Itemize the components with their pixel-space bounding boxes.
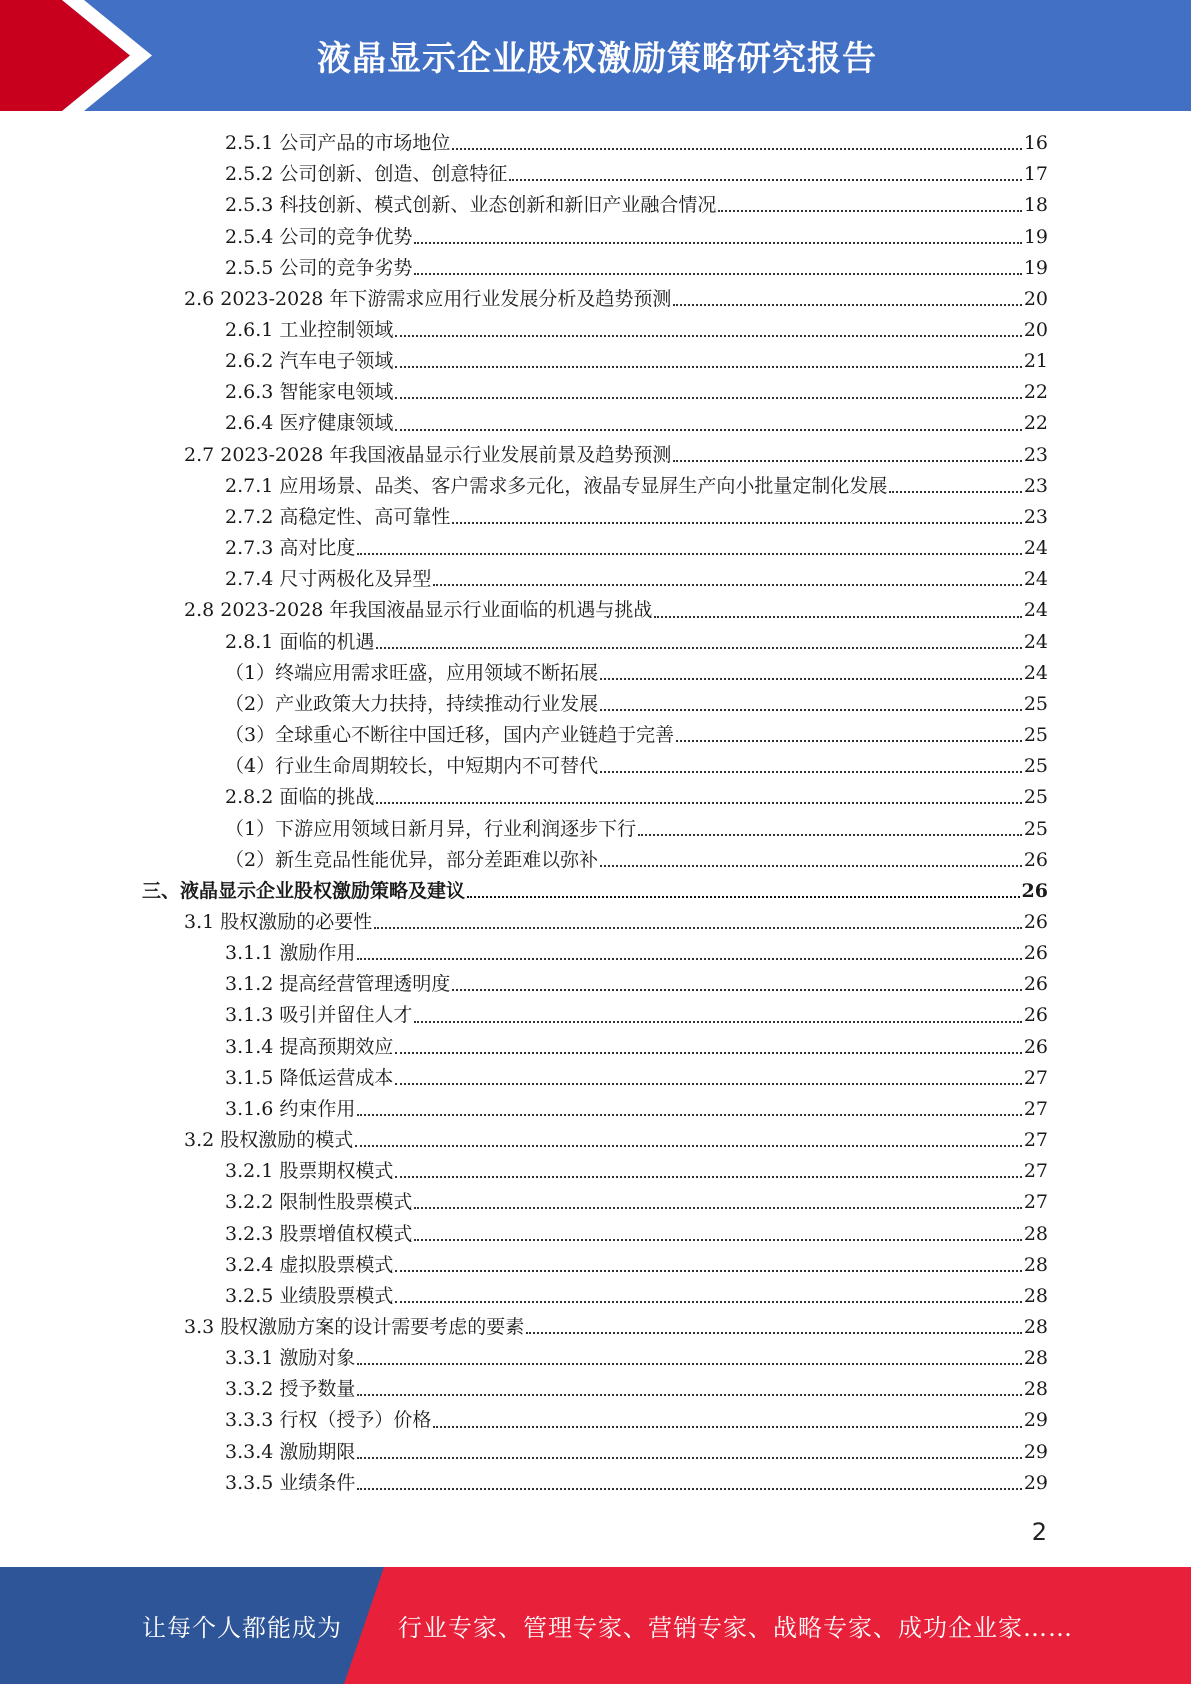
dot-leader bbox=[509, 179, 1021, 181]
toc-entry-label: 3.2.5 业绩股票模式 bbox=[225, 1284, 394, 1307]
toc-entry-page-number: 27 bbox=[1023, 1160, 1048, 1183]
toc-entry[interactable] bbox=[0, 1094, 1191, 1125]
toc-entry-page-number: 26 bbox=[1023, 1004, 1048, 1027]
toc-entry-label: （2）产业政策大力扶持，持续推动行业发展 bbox=[225, 692, 599, 715]
toc-entry[interactable] bbox=[0, 1187, 1191, 1218]
toc-entry-page-number: 26 bbox=[1021, 879, 1048, 902]
toc-entry[interactable] bbox=[0, 751, 1191, 782]
toc-entry-page-number: 22 bbox=[1023, 412, 1048, 435]
toc-entry-page-number: 26 bbox=[1023, 942, 1048, 965]
toc-entry-label: 3.1 股权激励的必要性 bbox=[184, 910, 373, 933]
toc-entry[interactable] bbox=[0, 1437, 1191, 1468]
toc-entry-page-number: 28 bbox=[1023, 1222, 1048, 1245]
dot-leader bbox=[357, 1488, 1021, 1490]
toc-entry-page-number: 27 bbox=[1023, 1191, 1048, 1214]
toc-entry-label: 2.5.1 公司产品的市场地位 bbox=[225, 132, 451, 155]
dot-leader bbox=[357, 958, 1021, 960]
toc-entry[interactable] bbox=[0, 845, 1191, 876]
dot-leader bbox=[395, 1270, 1021, 1272]
toc-entry-label: （1）终端应用需求旺盛，应用领域不断拓展 bbox=[225, 661, 599, 684]
toc-entry-page-number: 19 bbox=[1023, 256, 1048, 279]
toc-entry-page-number: 19 bbox=[1023, 225, 1048, 248]
toc-entry-page-number: 27 bbox=[1023, 1066, 1048, 1089]
toc-entry-page-number: 26 bbox=[1023, 910, 1048, 933]
toc-entry[interactable] bbox=[0, 907, 1191, 938]
dot-leader bbox=[676, 740, 1022, 742]
toc-entry-label: （3）全球重心不断往中国迁移，国内产业链趋于完善 bbox=[225, 724, 675, 747]
dot-leader bbox=[673, 460, 1021, 462]
dot-leader bbox=[414, 1239, 1021, 1241]
toc-entry-label: 2.7.4 尺寸两极化及异型 bbox=[225, 568, 432, 591]
toc-entry-page-number: 24 bbox=[1023, 599, 1048, 622]
dot-leader bbox=[414, 242, 1021, 244]
toc-entry-page-number: 27 bbox=[1023, 1129, 1048, 1152]
toc-entry-page-number: 26 bbox=[1023, 973, 1048, 996]
toc-entry-label: 3.1.6 约束作用 bbox=[225, 1097, 356, 1120]
toc-entry-label: 2.8.2 面临的挑战 bbox=[225, 786, 375, 809]
toc-entry[interactable] bbox=[0, 969, 1191, 1000]
dot-leader bbox=[395, 397, 1021, 399]
toc-entry-label: 2.6.1 工业控制领域 bbox=[225, 319, 394, 342]
dot-leader bbox=[452, 148, 1021, 150]
dot-leader bbox=[433, 584, 1021, 586]
toc-entry-label: 2.6 2023-2028 年下游需求应用行业发展分析及趋势预测 bbox=[184, 287, 672, 310]
toc-entry-page-number: 27 bbox=[1023, 1097, 1048, 1120]
footer-banner bbox=[0, 1567, 1191, 1684]
toc-entry[interactable] bbox=[0, 408, 1191, 439]
toc-entry-label: 2.7 2023-2028 年我国液晶显示行业发展前景及趋势预测 bbox=[184, 443, 672, 466]
toc-entry[interactable] bbox=[0, 440, 1191, 471]
dot-leader bbox=[357, 1114, 1021, 1116]
toc-entry[interactable] bbox=[0, 1281, 1191, 1312]
toc-entry-label: 3.1.4 提高预期效应 bbox=[225, 1035, 394, 1058]
toc-entry[interactable] bbox=[0, 190, 1191, 221]
toc-entry-page-number: 24 bbox=[1023, 661, 1048, 684]
toc-entry-page-number: 24 bbox=[1023, 537, 1048, 560]
toc-entry-page-number: 25 bbox=[1023, 755, 1048, 778]
dot-leader bbox=[718, 210, 1021, 212]
toc-entry-label: 3.1.2 提高经营管理透明度 bbox=[225, 973, 451, 996]
toc-entry-page-number: 29 bbox=[1023, 1440, 1048, 1463]
dot-leader bbox=[452, 522, 1021, 524]
dot-leader bbox=[654, 616, 1021, 618]
toc-entry-page-number: 23 bbox=[1023, 443, 1048, 466]
toc-entry-page-number: 29 bbox=[1023, 1471, 1048, 1494]
toc-entry-label: 2.8 2023-2028 年我国液晶显示行业面临的机遇与挑战 bbox=[184, 599, 653, 622]
report-title: 液晶显示企业股权激励策略研究报告 bbox=[317, 39, 877, 79]
toc-entry[interactable] bbox=[0, 876, 1191, 907]
toc-entry-page-number: 17 bbox=[1023, 163, 1048, 186]
toc-entry-label: 2.6.4 医疗健康领域 bbox=[225, 412, 394, 435]
toc-entry-label: 3.3.2 授予数量 bbox=[225, 1378, 356, 1401]
toc-entry-label: 3.2 股权激励的模式 bbox=[184, 1129, 354, 1152]
toc-entry-label: 3.1.3 吸引并留住人才 bbox=[225, 1004, 413, 1027]
toc-entry-label: 3.3.5 业绩条件 bbox=[225, 1471, 356, 1494]
toc-entry[interactable] bbox=[0, 938, 1191, 969]
toc-entry-page-number: 28 bbox=[1023, 1284, 1048, 1307]
toc-entry-page-number: 28 bbox=[1023, 1253, 1048, 1276]
toc-entry[interactable] bbox=[0, 1250, 1191, 1281]
toc-entry-label: 3.2.4 虚拟股票模式 bbox=[225, 1253, 394, 1276]
header-banner bbox=[0, 0, 1191, 111]
toc-entry[interactable] bbox=[0, 813, 1191, 844]
footer-slogan-left: 让每个人都能成为 bbox=[142, 1614, 342, 1642]
toc-entry-label: 3.2.1 股票期权模式 bbox=[225, 1160, 394, 1183]
toc-entry-page-number: 24 bbox=[1023, 568, 1048, 591]
toc-entry[interactable] bbox=[0, 284, 1191, 315]
toc-entry-page-number: 20 bbox=[1023, 287, 1048, 310]
toc-entry[interactable] bbox=[0, 1063, 1191, 1094]
toc-entry[interactable] bbox=[0, 315, 1191, 346]
toc-entry[interactable] bbox=[0, 689, 1191, 720]
toc-entry[interactable] bbox=[0, 159, 1191, 190]
toc-entry-page-number: 26 bbox=[1023, 848, 1048, 871]
toc-entry-page-number: 29 bbox=[1023, 1409, 1048, 1432]
dot-leader bbox=[357, 1394, 1021, 1396]
toc-entry-page-number: 28 bbox=[1023, 1347, 1048, 1370]
toc-entry-label: 2.5.4 公司的竞争优势 bbox=[225, 225, 413, 248]
dot-leader bbox=[600, 709, 1022, 711]
toc-entry-page-number: 23 bbox=[1023, 474, 1048, 497]
dot-leader bbox=[600, 678, 1022, 680]
dot-leader bbox=[600, 865, 1022, 867]
dot-leader bbox=[414, 1207, 1021, 1209]
toc-entry[interactable] bbox=[0, 1032, 1191, 1063]
toc-entry-label: （4）行业生命周期较长，中短期内不可替代 bbox=[225, 755, 599, 778]
toc-entry-page-number: 20 bbox=[1023, 319, 1048, 342]
toc-entry[interactable] bbox=[0, 471, 1191, 502]
toc-entry[interactable] bbox=[0, 253, 1191, 284]
table-of-contents bbox=[0, 128, 1191, 1499]
footer-slogan-right: 行业专家、管理专家、营销专家、战略专家、成功企业家…… bbox=[398, 1614, 1073, 1642]
toc-entry-page-number: 18 bbox=[1023, 194, 1048, 217]
toc-entry-label: 2.7.1 应用场景、品类、客户需求多元化，液晶专显屏生产向小批量定制化发展 bbox=[225, 474, 888, 497]
toc-entry-label: 2.5.2 公司创新、创造、创意特征 bbox=[225, 163, 508, 186]
dot-leader bbox=[526, 1332, 1022, 1334]
toc-entry[interactable] bbox=[0, 346, 1191, 377]
dot-leader bbox=[395, 429, 1021, 431]
toc-entry[interactable] bbox=[0, 377, 1191, 408]
toc-entry-page-number: 28 bbox=[1023, 1378, 1048, 1401]
toc-entry-page-number: 24 bbox=[1023, 630, 1048, 653]
toc-entry[interactable] bbox=[0, 1468, 1191, 1499]
toc-entry[interactable] bbox=[0, 564, 1191, 595]
toc-entry[interactable] bbox=[0, 720, 1191, 751]
toc-entry[interactable] bbox=[0, 1156, 1191, 1187]
toc-entry[interactable] bbox=[0, 1343, 1191, 1374]
toc-entry[interactable] bbox=[0, 221, 1191, 252]
toc-entry[interactable] bbox=[0, 1125, 1191, 1156]
toc-entry-page-number: 25 bbox=[1023, 786, 1048, 809]
dot-leader bbox=[414, 273, 1021, 275]
dot-leader bbox=[395, 366, 1021, 368]
dot-leader bbox=[395, 1176, 1021, 1178]
toc-entry-label: 三、液晶显示企业股权激励策略及建议 bbox=[142, 879, 466, 902]
dot-leader bbox=[395, 1052, 1021, 1054]
toc-entry-page-number: 25 bbox=[1023, 817, 1048, 840]
dot-leader bbox=[395, 335, 1021, 337]
toc-entry[interactable] bbox=[0, 1374, 1191, 1405]
toc-entry-page-number: 26 bbox=[1023, 1035, 1048, 1058]
dot-leader bbox=[376, 647, 1021, 649]
toc-entry[interactable] bbox=[0, 533, 1191, 564]
toc-entry-label: 2.5.3 科技创新、模式创新、业态创新和新旧产业融合情况 bbox=[225, 194, 717, 217]
dot-leader bbox=[376, 802, 1021, 804]
toc-entry-label: 3.3.3 行权（授予）价格 bbox=[225, 1409, 432, 1432]
toc-entry-label: （1）下游应用领域日新月异，行业利润逐步下行 bbox=[225, 817, 637, 840]
dot-leader bbox=[889, 491, 1021, 493]
toc-entry-label: 2.7.3 高对比度 bbox=[225, 537, 356, 560]
dot-leader bbox=[600, 771, 1022, 773]
toc-entry-page-number: 28 bbox=[1023, 1316, 1048, 1339]
toc-entry-page-number: 25 bbox=[1023, 724, 1048, 747]
dot-leader bbox=[357, 1363, 1021, 1365]
dot-leader bbox=[433, 1426, 1021, 1428]
toc-entry[interactable] bbox=[0, 658, 1191, 689]
toc-entry[interactable] bbox=[0, 1405, 1191, 1436]
page-number: 2 bbox=[1031, 1518, 1047, 1546]
dot-leader bbox=[452, 989, 1021, 991]
toc-entry-label: 3.3.1 激励对象 bbox=[225, 1347, 356, 1370]
toc-entry[interactable] bbox=[0, 1000, 1191, 1031]
toc-entry-label: 2.8.1 面临的机遇 bbox=[225, 630, 375, 653]
toc-entry[interactable] bbox=[0, 1218, 1191, 1249]
toc-entry[interactable] bbox=[0, 128, 1191, 159]
dot-leader bbox=[357, 1457, 1021, 1459]
dot-leader bbox=[395, 1083, 1021, 1085]
toc-entry[interactable] bbox=[0, 627, 1191, 658]
toc-entry-label: 3.1.1 激励作用 bbox=[225, 942, 356, 965]
toc-entry-label: 3.1.5 降低运营成本 bbox=[225, 1066, 394, 1089]
dot-leader bbox=[395, 1301, 1021, 1303]
dot-leader bbox=[374, 927, 1022, 929]
dot-leader bbox=[638, 834, 1022, 836]
toc-entry-label: 2.7.2 高稳定性、高可靠性 bbox=[225, 505, 451, 528]
toc-entry[interactable] bbox=[0, 782, 1191, 813]
dot-leader bbox=[673, 304, 1021, 306]
dot-leader bbox=[414, 1021, 1021, 1023]
dot-leader bbox=[357, 553, 1021, 555]
toc-entry-page-number: 25 bbox=[1023, 692, 1048, 715]
toc-entry-label: 2.6.2 汽车电子领域 bbox=[225, 350, 394, 373]
toc-entry-label: 3.2.3 股票增值权模式 bbox=[225, 1222, 413, 1245]
toc-entry-page-number: 23 bbox=[1023, 505, 1048, 528]
toc-entry[interactable] bbox=[0, 502, 1191, 533]
toc-entry-page-number: 16 bbox=[1023, 132, 1048, 155]
toc-entry-label: 3.3 股权激励方案的设计需要考虑的要素 bbox=[184, 1316, 525, 1339]
toc-entry-label: 2.5.5 公司的竞争劣势 bbox=[225, 256, 413, 279]
header-arrow-decoration bbox=[0, 0, 160, 111]
toc-entry-page-number: 22 bbox=[1023, 381, 1048, 404]
dot-leader bbox=[355, 1145, 1022, 1147]
toc-entry-label: 2.6.3 智能家电领域 bbox=[225, 381, 394, 404]
toc-entry-label: （2）新生竞品性能优异，部分差距难以弥补 bbox=[225, 848, 599, 871]
toc-entry-label: 3.2.2 限制性股票模式 bbox=[225, 1191, 413, 1214]
toc-entry[interactable] bbox=[0, 1312, 1191, 1343]
toc-entry-page-number: 21 bbox=[1023, 350, 1048, 373]
dot-leader bbox=[467, 896, 1020, 898]
toc-entry-label: 3.3.4 激励期限 bbox=[225, 1440, 356, 1463]
toc-entry[interactable] bbox=[0, 595, 1191, 626]
